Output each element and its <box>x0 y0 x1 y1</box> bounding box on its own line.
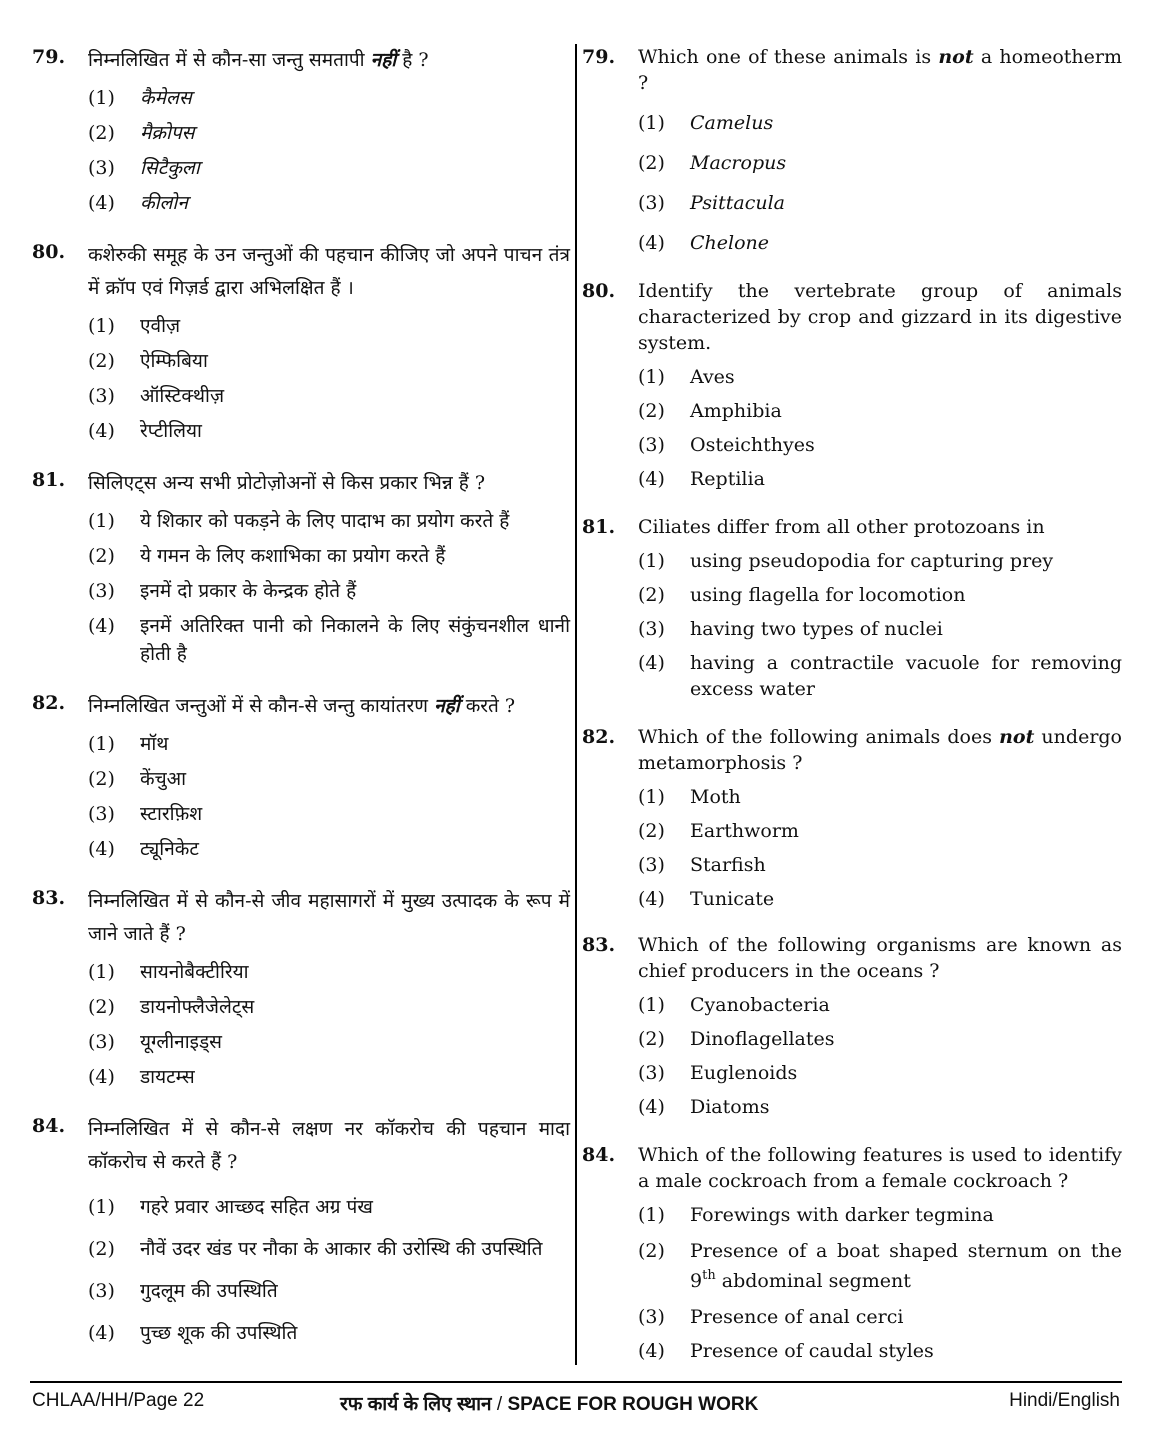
option <box>88 958 570 986</box>
option-text: Macropus <box>690 152 787 174</box>
option <box>638 466 1122 492</box>
question-number: 79. <box>582 46 616 68</box>
emphasis-not: not <box>938 46 974 68</box>
option <box>88 507 570 535</box>
option <box>638 616 1122 642</box>
option-number: (4) <box>638 232 665 254</box>
option <box>638 992 1122 1018</box>
option-number: (2) <box>88 1238 115 1260</box>
option-text: Earthworm <box>690 820 799 842</box>
option-number: (2) <box>638 152 665 174</box>
option-text: using pseudopodia for capturing prey <box>690 550 1054 572</box>
question-text-part: है ? <box>396 49 429 71</box>
option-number: (1) <box>88 733 115 755</box>
question-text <box>88 44 570 77</box>
option-text: पुच्छ शूक की उपस्थिति <box>140 1322 298 1344</box>
question-text: सिलिएट्स अन्य सभी प्रोटोज़ोअनों से किस प्रकार भिन्न हैं ? <box>88 472 486 494</box>
question-text-part: निम्नलिखित में से कौन-सा जन्तु समतापी <box>88 49 371 71</box>
question-82-hi <box>32 690 570 863</box>
option <box>88 1028 570 1056</box>
option-text: ये शिकार को पकड़ने के लिए पादाभ का प्रयोग करते हैं <box>140 510 510 532</box>
option-text: कीलोन <box>140 192 188 214</box>
option <box>638 650 1122 702</box>
option <box>88 382 570 410</box>
option-number: (1) <box>638 994 665 1016</box>
footer-rule <box>30 1381 1122 1383</box>
option-text-part: abdominal segment <box>715 1270 911 1292</box>
option-text: ऐम्फिबिया <box>140 350 208 372</box>
option-number: (2) <box>638 400 665 422</box>
option-number: (3) <box>88 385 115 407</box>
question-text <box>638 44 1122 96</box>
option <box>638 364 1122 390</box>
option <box>638 190 1122 216</box>
superscript: th <box>702 1268 716 1283</box>
option <box>638 150 1122 176</box>
option-number: (1) <box>88 510 115 532</box>
option <box>638 1304 1122 1330</box>
option-number: (2) <box>88 545 115 567</box>
option-number: (1) <box>638 786 665 808</box>
separator: / <box>491 1394 508 1415</box>
option-number: (4) <box>88 1066 115 1088</box>
question-79-hi <box>32 44 570 217</box>
option-text: रेप्टीलिया <box>140 420 202 442</box>
question-83-en <box>582 932 1122 1120</box>
option <box>638 432 1122 458</box>
option <box>638 886 1122 912</box>
question-number: 83. <box>582 934 616 956</box>
option-text: Cyanobacteria <box>690 994 830 1016</box>
question-text: Identify the vertebrate group of animals characterized by crop and gizzard in its digestive system. <box>638 280 1122 354</box>
option <box>638 548 1122 574</box>
option-text: Forewings with darker tegmina <box>690 1204 994 1226</box>
question-text <box>638 724 1122 776</box>
emphasis-not: not <box>999 726 1035 748</box>
option-number: (3) <box>88 580 115 602</box>
option-number: (1) <box>88 315 115 337</box>
option-text: having a contractile vacuole for removing excess water <box>690 652 1122 700</box>
option-number: (2) <box>88 996 115 1018</box>
option <box>638 398 1122 424</box>
question-text: Which of the following features is used to identify a male cockroach from a female cockroach ? <box>638 1144 1122 1192</box>
question-number: 80. <box>32 241 66 263</box>
option <box>88 417 570 445</box>
question-81-en <box>582 514 1122 702</box>
question-text: निम्नलिखित में से कौन-से जीव महासागरों में मुख्य उत्पादक के रूप में जाने जाते हैं ? <box>88 890 570 945</box>
option-number: (2) <box>88 350 115 372</box>
option-text: डायटम्स <box>140 1066 195 1088</box>
question-number: 84. <box>582 1144 616 1166</box>
question-text: Ciliates differ from all other protozoans in <box>638 516 1045 538</box>
option-text: Presence of anal cerci <box>690 1306 904 1328</box>
question-number: 82. <box>32 692 66 714</box>
question-84-en <box>582 1142 1122 1364</box>
option-text: Amphibia <box>690 400 782 422</box>
option-number: (3) <box>88 1280 115 1302</box>
option-text: ट्यूनिकेट <box>140 838 199 860</box>
language-label: Hindi/English <box>1009 1390 1120 1411</box>
option-text: Dinoflagellates <box>690 1028 835 1050</box>
option-text: Reptilia <box>690 468 765 490</box>
option-number: (3) <box>638 854 665 876</box>
option <box>638 1060 1122 1086</box>
option-number: (2) <box>88 768 115 790</box>
option <box>88 84 570 112</box>
question-text-part: निम्नलिखित जन्तुओं में से कौन-से जन्तु कायांतरण <box>88 695 435 717</box>
option-number: (3) <box>638 1062 665 1084</box>
option-text: Euglenoids <box>690 1062 798 1084</box>
option-number: (3) <box>88 803 115 825</box>
question-79-en <box>582 44 1122 256</box>
option-text: Moth <box>690 786 741 808</box>
option-text: Tunicate <box>690 888 775 910</box>
question-82-en <box>582 724 1122 912</box>
option-text: इनमें अतिरिक्त पानी को निकालने के लिए संकुंचनशील धानी होती है <box>140 615 570 665</box>
option <box>638 1094 1122 1120</box>
option-text-part: Presence of a boat shaped sternum on the 9 <box>690 1240 1122 1292</box>
question-81-hi <box>32 467 570 668</box>
question-number: 84. <box>32 1115 66 1137</box>
option-number: (1) <box>88 961 115 983</box>
option-text: मॉथ <box>140 733 169 755</box>
rough-work-label <box>340 1390 758 1416</box>
option-text: इनमें दो प्रकार के केन्द्रक होते हैं <box>140 580 357 602</box>
option <box>88 612 570 668</box>
question-80-en <box>582 278 1122 492</box>
emphasis-not: नहीं <box>434 695 460 717</box>
question-text-part: Which one of these animals is <box>638 46 939 68</box>
question-number: 80. <box>582 280 616 302</box>
option <box>88 765 570 793</box>
option-number: (3) <box>638 1306 665 1328</box>
option-text: Starfish <box>690 854 766 876</box>
option-number: (3) <box>88 1031 115 1053</box>
option-text: having two types of nuclei <box>690 618 943 640</box>
option <box>88 577 570 605</box>
option-number: (4) <box>638 888 665 910</box>
option <box>638 784 1122 810</box>
option-text: using flagella for locomotion <box>690 584 966 606</box>
question-text-part: Which of the following animals does <box>638 726 1000 748</box>
option <box>88 119 570 147</box>
option <box>638 1338 1122 1364</box>
question-text <box>88 690 570 723</box>
option-number: (2) <box>638 1240 665 1262</box>
hindi-column <box>32 44 570 1347</box>
rough-work-hindi: रफ कार्य के लिए स्थान <box>340 1394 492 1415</box>
option-text: गहरे प्रवार आच्छद सहित अग्र पंख <box>140 1196 373 1218</box>
option <box>88 993 570 1021</box>
question-80-hi <box>32 239 570 445</box>
question-text: निम्नलिखित में से कौन-से लक्षण नर कॉकरोच की पहचान मादा कॉकरोच से करते हैं ? <box>88 1118 570 1173</box>
option-text: कैमेलस <box>140 87 192 109</box>
option-text: Chelone <box>690 232 770 254</box>
option-text: गुदलूम की उपस्थिति <box>140 1280 278 1302</box>
question-number: 81. <box>32 469 66 491</box>
option-number: (1) <box>638 550 665 572</box>
option <box>638 110 1122 136</box>
option-text: ये गमन के लिए कशाभिका का प्रयोग करते हैं <box>140 545 446 567</box>
option-text: Osteichthyes <box>690 434 815 456</box>
option-number: (4) <box>638 468 665 490</box>
option-text: स्टारफ़िश <box>140 803 203 825</box>
option-text: सायनोबैक्टीरिया <box>140 961 249 983</box>
option-number: (3) <box>638 618 665 640</box>
option-number: (4) <box>88 420 115 442</box>
option-text: डायनोफ्लैजेलेट्स <box>140 996 255 1018</box>
option <box>638 1026 1122 1052</box>
option <box>638 230 1122 256</box>
question-number: 79. <box>32 46 66 68</box>
option <box>88 1063 570 1091</box>
option <box>638 852 1122 878</box>
option <box>638 1236 1122 1296</box>
option-text: ऑस्टिक्थीज़ <box>140 385 225 407</box>
option-number: (3) <box>638 192 665 214</box>
option <box>88 800 570 828</box>
question-text-part: a homeotherm ? <box>638 46 1122 94</box>
option-number: (2) <box>638 1028 665 1050</box>
rough-work-english: SPACE FOR ROUGH WORK <box>507 1394 759 1415</box>
option-number: (4) <box>638 1096 665 1118</box>
option <box>88 312 570 340</box>
option-text: मैक्रोपस <box>140 122 195 144</box>
option <box>88 154 570 182</box>
option-number: (2) <box>88 122 115 144</box>
question-number: 82. <box>582 726 616 748</box>
option-number: (4) <box>88 1322 115 1344</box>
option-number: (4) <box>88 838 115 860</box>
option-number: (3) <box>88 157 115 179</box>
question-number: 83. <box>32 887 66 909</box>
option <box>638 582 1122 608</box>
option-text: नौवें उदर खंड पर नौका के आकार की उरोस्थि की उपस्थिति <box>140 1238 543 1260</box>
option-text: Aves <box>690 366 735 388</box>
option-number: (1) <box>638 1204 665 1226</box>
option-number: (1) <box>638 366 665 388</box>
question-text: कशेरुकी समूह के उन जन्तुओं की पहचान कीजिए जो अपने पाचन तंत्र में क्रॉप एवं गिज़र्ड द्वारा अभिलक्षित हैं । <box>88 244 570 299</box>
option <box>88 189 570 217</box>
option <box>88 1319 570 1347</box>
page-code: CHLAA/HH/Page 22 <box>32 1390 205 1411</box>
option-text: Camelus <box>690 112 774 134</box>
option-number: (1) <box>638 112 665 134</box>
option-number: (1) <box>88 1196 115 1218</box>
option-number: (2) <box>638 584 665 606</box>
option-number: (4) <box>638 1340 665 1362</box>
option <box>88 542 570 570</box>
option-text <box>690 1236 1122 1296</box>
option-text: सिटैकुला <box>140 157 200 179</box>
option-text: Diatoms <box>690 1096 770 1118</box>
option-number: (2) <box>638 820 665 842</box>
option-number: (1) <box>88 87 115 109</box>
emphasis-not: नहीं <box>370 49 397 71</box>
option-text: यूग्लीनाइड्स <box>140 1031 222 1053</box>
option-number: (3) <box>638 434 665 456</box>
option <box>88 1277 570 1305</box>
question-84-hi <box>32 1113 570 1347</box>
option-text: केंचुआ <box>140 768 187 790</box>
question-text: Which of the following organisms are known as chief producers in the oceans ? <box>638 934 1122 982</box>
option-number: (4) <box>88 192 115 214</box>
question-text-part: करते ? <box>459 695 516 717</box>
english-column <box>582 44 1122 1364</box>
question-83-hi <box>32 885 570 1091</box>
option <box>88 1193 570 1221</box>
option-text: एवीज़ <box>140 315 181 337</box>
option <box>638 818 1122 844</box>
option <box>88 1235 570 1263</box>
option-number: (4) <box>88 615 115 637</box>
column-divider <box>575 44 577 1365</box>
option <box>88 730 570 758</box>
question-text-part: undergo metamorphosis ? <box>638 726 1122 774</box>
option-number: (4) <box>638 652 665 674</box>
option <box>638 1202 1122 1228</box>
question-number: 81. <box>582 516 616 538</box>
option-text: Psittacula <box>690 192 785 214</box>
option-text: Presence of caudal styles <box>690 1340 934 1362</box>
option <box>88 835 570 863</box>
option <box>88 347 570 375</box>
